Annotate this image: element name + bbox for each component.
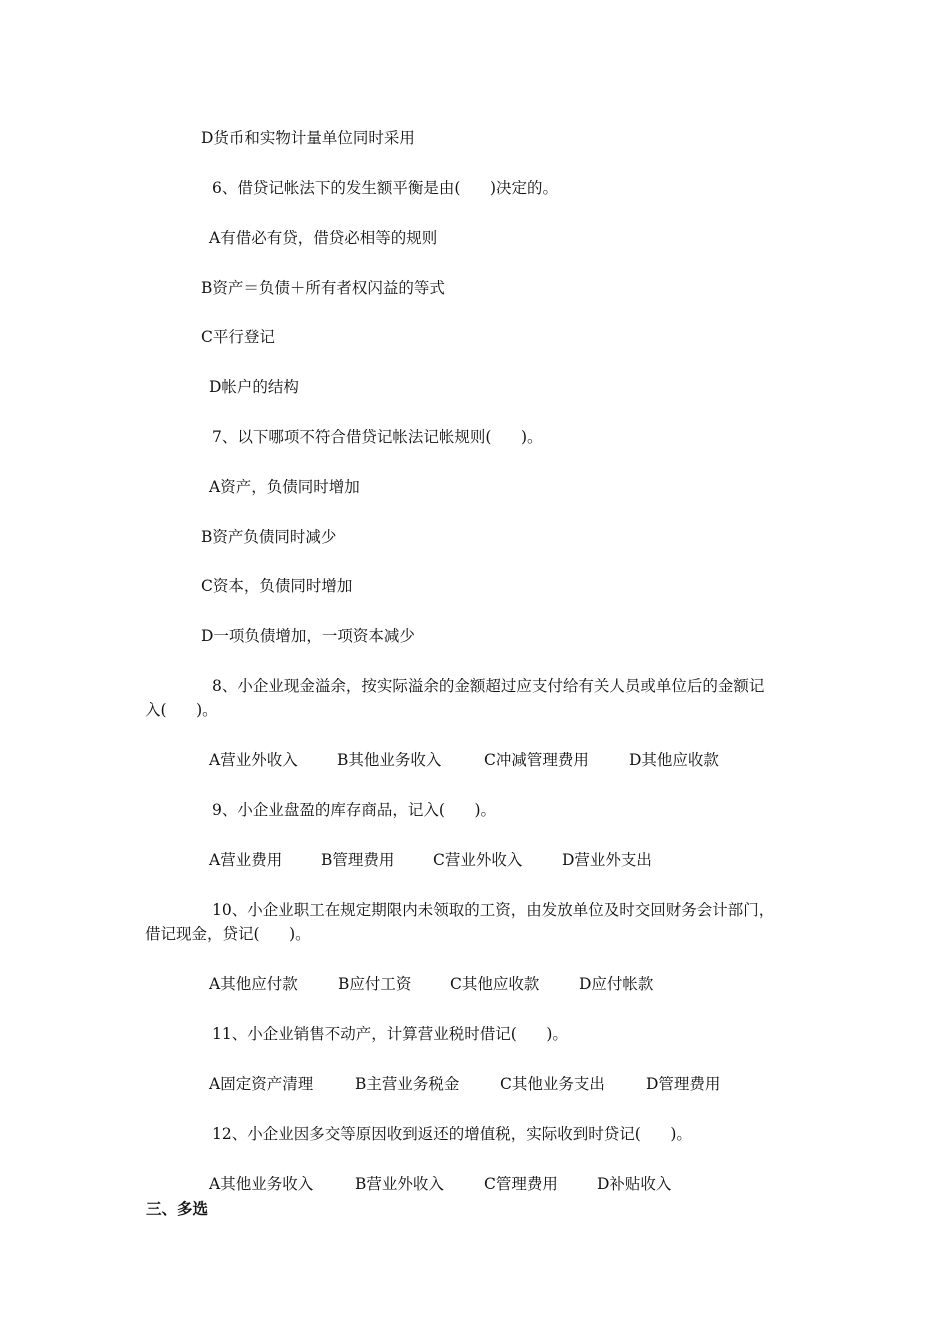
q6-option-c: C平行登记 bbox=[201, 328, 275, 346]
q6-option-d: D帐户的结构 bbox=[209, 378, 299, 396]
q12-option-c: C管理费用 bbox=[484, 1175, 558, 1193]
q5-option-d: D货币和实物计量单位同时采用 bbox=[201, 129, 415, 147]
q9-option-a: A营业费用 bbox=[209, 851, 283, 869]
q9-options bbox=[209, 850, 652, 870]
q8-option-c: C冲减管理费用 bbox=[484, 751, 589, 769]
q9-stem: 9、小企业盘盈的库存商品，记入( )。 bbox=[212, 801, 497, 819]
q6-stem: 6、借贷记帐法下的发生额平衡是由( )决定的。 bbox=[212, 179, 559, 197]
q11-option-a: A固定资产清理 bbox=[209, 1075, 314, 1093]
q10-options bbox=[209, 974, 653, 994]
q11-option-c: C其他业务支出 bbox=[500, 1075, 605, 1093]
q10-option-b: B应付工资 bbox=[338, 975, 412, 993]
q10-stem-line2: 借记现金，贷记( )。 bbox=[145, 925, 311, 943]
q6-option-b: B资产＝负债＋所有者权闪益的等式 bbox=[201, 279, 445, 297]
q7-option-b: B资产负债同时减少 bbox=[201, 528, 337, 546]
q9-option-c: C营业外收入 bbox=[433, 851, 523, 869]
section-heading-multiple-choice: 三、多选 bbox=[146, 1199, 209, 1218]
q11-option-b: B主营业务税金 bbox=[355, 1075, 460, 1093]
q9-option-d: D营业外支出 bbox=[562, 851, 652, 869]
q8-option-d: D其他应收款 bbox=[629, 751, 719, 769]
q12-options bbox=[209, 1174, 671, 1194]
q7-option-d: D一项负债增加，一项资本减少 bbox=[201, 627, 415, 645]
q11-stem: 11、小企业销售不动产，计算营业税时借记( )。 bbox=[212, 1025, 568, 1043]
q8-option-a: A营业外收入 bbox=[209, 751, 298, 769]
q10-option-d: D应付帐款 bbox=[579, 975, 654, 993]
q11-options bbox=[209, 1074, 720, 1094]
q12-option-d: D补贴收入 bbox=[597, 1175, 672, 1193]
q10-option-c: C其他应收款 bbox=[450, 975, 540, 993]
q8-option-b: B其他业务收入 bbox=[337, 751, 442, 769]
q12-option-a: A其他业务收入 bbox=[209, 1175, 314, 1193]
q10-option-a: A其他应付款 bbox=[209, 975, 298, 993]
q6-option-a: A有借必有贷，借贷必相等的规则 bbox=[209, 229, 438, 247]
q8-stem-line2: 入( )。 bbox=[145, 701, 218, 719]
q8-options bbox=[209, 750, 719, 770]
q7-option-c: C资本，负债同时增加 bbox=[201, 577, 353, 595]
q7-option-a: A资产，负债同时增加 bbox=[209, 478, 360, 496]
q12-option-b: B营业外收入 bbox=[355, 1175, 444, 1193]
q9-option-b: B管理费用 bbox=[321, 851, 395, 869]
q8-stem-line1: 8、小企业现金溢余，按实际溢余的金额超过应支付给有关人员或单位后的金额记 bbox=[212, 677, 765, 695]
q10-stem-line1: 10、小企业职工在规定期限内未领取的工资，由发放单位及时交回财务会计部门， bbox=[212, 901, 775, 919]
q12-stem: 12、小企业因多交等原因收到返还的增值税，实际收到时贷记( )。 bbox=[212, 1125, 692, 1143]
q7-stem: 7、以下哪项不符合借贷记帐法记帐规则( )。 bbox=[212, 428, 543, 446]
q11-option-d: D管理费用 bbox=[646, 1075, 721, 1093]
